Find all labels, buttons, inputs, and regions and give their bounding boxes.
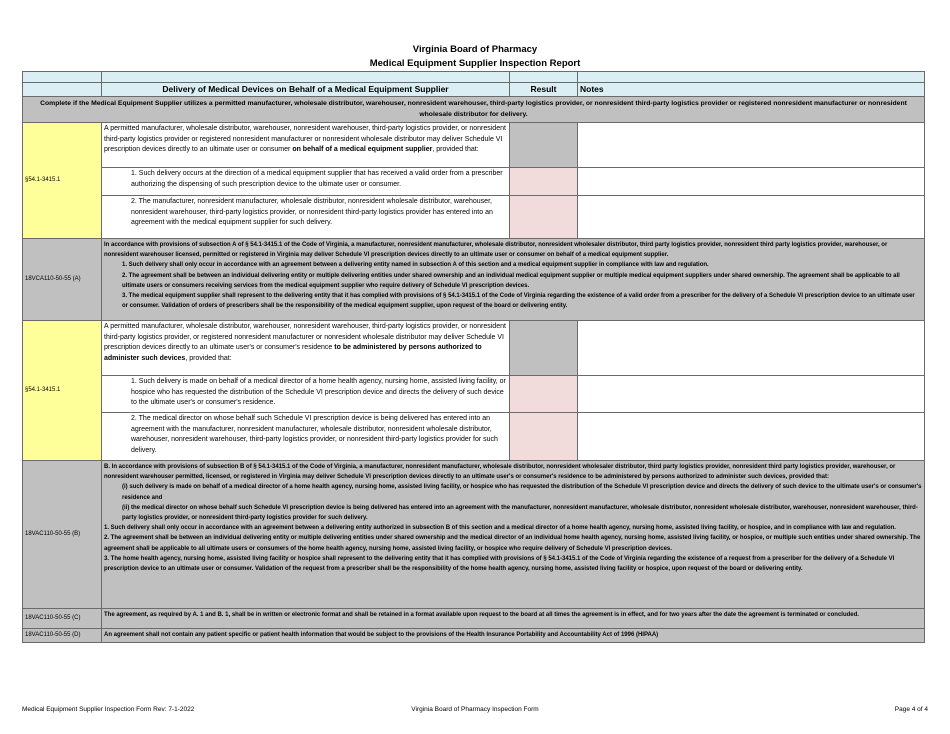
requirement-text: 1. Such delivery occurs at the direction of a medical equipment supplier that has received a valid order from a prescriber authorizing the dispensing of such prescription device to the ultimate user or consumer. bbox=[102, 168, 510, 196]
requirement-text: A permitted manufacturer, wholesale distributor, warehouser, nonresident warehouser, third-party logistics provider, or nonresident third-party logistics provider or registered nonresident manufacturer or nonresident wholesale distributor may deliver Schedule VI prescription devices directly to an ultimate user or consumer on behalf of a medical equipment supplier, provided that: bbox=[102, 123, 510, 168]
footer-page-number: Page 4 of 4 bbox=[894, 706, 928, 713]
regulation-text: The agreement, as required by A. 1 and B. 1, shall be in written or electronic format and shall be retained in a format available upon request to the board at all times the agreement is in effect, and for two years after the date the agreement is terminated or concluded. bbox=[102, 609, 925, 629]
requirement-text: 1. Such delivery is made on behalf of a medical director of a home health agency, nursing home, assisted living facility, or hospice who has requested the distribution of the Schedule VI prescription device and directs the delivery of such device to the ultimate user's or consumer's residence. bbox=[102, 376, 510, 413]
notes-cell[interactable] bbox=[578, 376, 925, 413]
reference-cell: §54.1-3415.1 bbox=[23, 321, 102, 461]
table-row bbox=[23, 168, 925, 196]
reference-cell: 18VCA110-50-55 (A) bbox=[23, 239, 102, 321]
table-row bbox=[23, 239, 925, 321]
report-subtitle: Medical Equipment Supplier Inspection Report bbox=[369, 58, 581, 69]
notes-cell[interactable] bbox=[578, 123, 925, 168]
reference-cell: §54.1-3415.1 bbox=[23, 123, 102, 239]
notes-column-header: Notes bbox=[578, 83, 925, 97]
regulation-text: In accordance with provisions of subsection A of § 54.1-3415.1 of the Code of Virginia, a manufacturer, nonresident manufacturer, wholesale distributor, nonresident wholesaler distributor, third party logistics provider, nonresident third party logistics provider, warehouser, or nonresident warehouser licensed, permitted or registered in Virginia may deliver Schedule VI prescription devices directly to an ultimate user or consumer on behalf of a medical equipment supplier. 1. Such delivery shall only occur in accordance with an agreement between a delivering entity named in subsection A of this section and a medical equipment supplier in compliance with law and regulation. 2. The agreement shall be between an individual delivering entity or multiple delivering entities under shared ownership and an individual medical equipment supplier or multiple medical equipment suppliers under shared ownership. The agreement shall be applicable to all ultimate users or consumers receiving services from the medical equipment supplier who require delivery of Schedule VI prescription devices. 3. The medical equipment supplier shall represent to the delivering entity that it has complied with provisions of § 54.1-3415.1 of the Code of Virginia regarding the existence of a valid order from a prescriber for the delivery of a Schedule VI prescription device to an ultimate user or consumer. Validation of orders of prescribers shall be the responsibility of the medical equipment supplier, upon request of the board or delivering entity. bbox=[102, 239, 925, 321]
table-row bbox=[23, 609, 925, 629]
table-row bbox=[23, 461, 925, 609]
table-row bbox=[23, 376, 925, 413]
requirement-text: 2. The manufacturer, nonresident manufacturer, wholesale distributor, nonresident wholesale distributor, warehouser, nonresident warehouser, third-party logistics provider, or nonresident third-party logistics provider has entered into an agreement with the medical equipment supplier for such delivery. bbox=[102, 196, 510, 239]
table-row bbox=[23, 629, 925, 643]
result-cell[interactable] bbox=[510, 413, 578, 461]
result-cell[interactable] bbox=[510, 321, 578, 376]
reference-cell: 18VAC110-50-55 (C) bbox=[23, 609, 102, 629]
reference-cell: 18VAC110-50-55 (D) bbox=[23, 629, 102, 643]
inspection-table bbox=[22, 71, 925, 643]
footer-center-title: Virginia Board of Pharmacy Inspection Form bbox=[411, 706, 539, 713]
notes-cell[interactable] bbox=[578, 413, 925, 461]
result-column-header: Result bbox=[510, 83, 578, 97]
footer-form-revision: Medical Equipment Supplier Inspection Form Rev: 7-1-2022 bbox=[22, 706, 195, 713]
table-top-row bbox=[23, 72, 925, 83]
notes-cell[interactable] bbox=[578, 196, 925, 239]
result-cell[interactable] bbox=[510, 376, 578, 413]
table-row bbox=[23, 321, 925, 376]
table-row bbox=[23, 123, 925, 168]
regulation-text: B. In accordance with provisions of subsection B of § 54.1-3415.1 of the Code of Virginia, a manufacturer, nonresident manufacturer, wholesale distributor, nonresident wholesaler distributor, third party logistics provider, nonresident third party logistics provider, warehouser, or nonresident warehouser permitted, licensed, or registered in Virginia may deliver Schedule VI prescription devices directly to an ultimate user's or consumer's residence to be administered by persons authorized to administer such devices, provided that: (i) such delivery is made on behalf of a medical director of a home health agency, nursing home, assisted living facility, or hospice who has requested the distribution of the Schedule VI prescription device and directs the delivery of such device to the ultimate user's or consumer's residence and (ii) the medical director on whose behalf such Schedule VI prescription device is being delivered has entered into an agreement with the manufacturer, nonresident manufacturer, wholesale distributor, nonresident wholesale distributor, warehouser, nonresident warehouser, third-party logistics provider, or nonresident third-party logistics provider for such delivery. 1. Such delivery shall only occur in accordance with an agreement between a delivering entity authorized in subsection B of this section and a medical director of a home health agency, nursing home, assisted living facility, or hospice, and in compliance with law and regulation. 2. The agreement shall be between an individual delivering entity or multiple delivering entities under shared ownership and the medical director of an individual home health agency, nursing home, assisted living facility, or hospice, or multiple such entities under shared ownership. The agreement shall be applicable to all ultimate users or consumers of the home health agency, nursing home, assisted living facility, or hospice who require delivery of Schedule VI prescription devices. 3. The home health agency, nursing home, assisted living facility or hospice shall represent to the delivering entity that it has complied with provisions of § 54.1-3415.1 of the Code of Virginia regarding the existence of a request from a prescriber for the delivery of a Schedule VI prescription device to an ultimate user or consumer. Validation of the request from a prescriber shall be the responsibility of the home health agency, nursing home, assisted living facility or hospice, upon request of the board or delivering entity. bbox=[102, 461, 925, 609]
result-cell[interactable] bbox=[510, 168, 578, 196]
report-title: Virginia Board of Pharmacy bbox=[412, 44, 538, 55]
table-header-row bbox=[23, 83, 925, 97]
instruction-row bbox=[23, 97, 925, 123]
notes-cell[interactable] bbox=[578, 321, 925, 376]
table-row bbox=[23, 413, 925, 461]
result-cell[interactable] bbox=[510, 123, 578, 168]
table-row bbox=[23, 196, 925, 239]
requirement-text: 2. The medical director on whose behalf such Schedule VI prescription device is being delivered has entered into an agreement with the manufacturer, nonresident manufacturer, wholesale distributor, nonresident wholesale distributor, warehouser, nonresident warehouser, third-party logistics provider, or nonresident third-party logistics provider for such delivery. bbox=[102, 413, 510, 461]
result-cell[interactable] bbox=[510, 196, 578, 239]
section-title: Delivery of Medical Devices on Behalf of a Medical Equipment Supplier bbox=[102, 83, 510, 97]
regulation-text: An agreement shall not contain any patient specific or patient health information that would be subject to the provisions of the Health Insurance Portability and Accountability Act of 1996 (HIPAA) bbox=[102, 629, 925, 643]
reference-cell: 18VAC110-50-55 (B) bbox=[23, 461, 102, 609]
notes-cell[interactable] bbox=[578, 168, 925, 196]
instruction-text: Complete if the Medical Equipment Supplier utilizes a permitted manufacturer, wholesale distributor, warehouser, nonresident warehouser, third-party logistics provider, or nonresident third-party logistics provider or registered nonresident manufacturer or nonresident wholesale distributor for delivery. bbox=[23, 97, 925, 123]
requirement-text: A permitted manufacturer, wholesale distributor, warehouser, nonresident warehouser, third-party logistics provider, or nonresident third-party logistics provider, or registered nonresident manufacturer or nonresident wholesale distributor may deliver Schedule VI prescription devices directly to an ultimate user's or consumer's residence to be administered by persons authorized to administer such devices, provided that: bbox=[102, 321, 510, 376]
